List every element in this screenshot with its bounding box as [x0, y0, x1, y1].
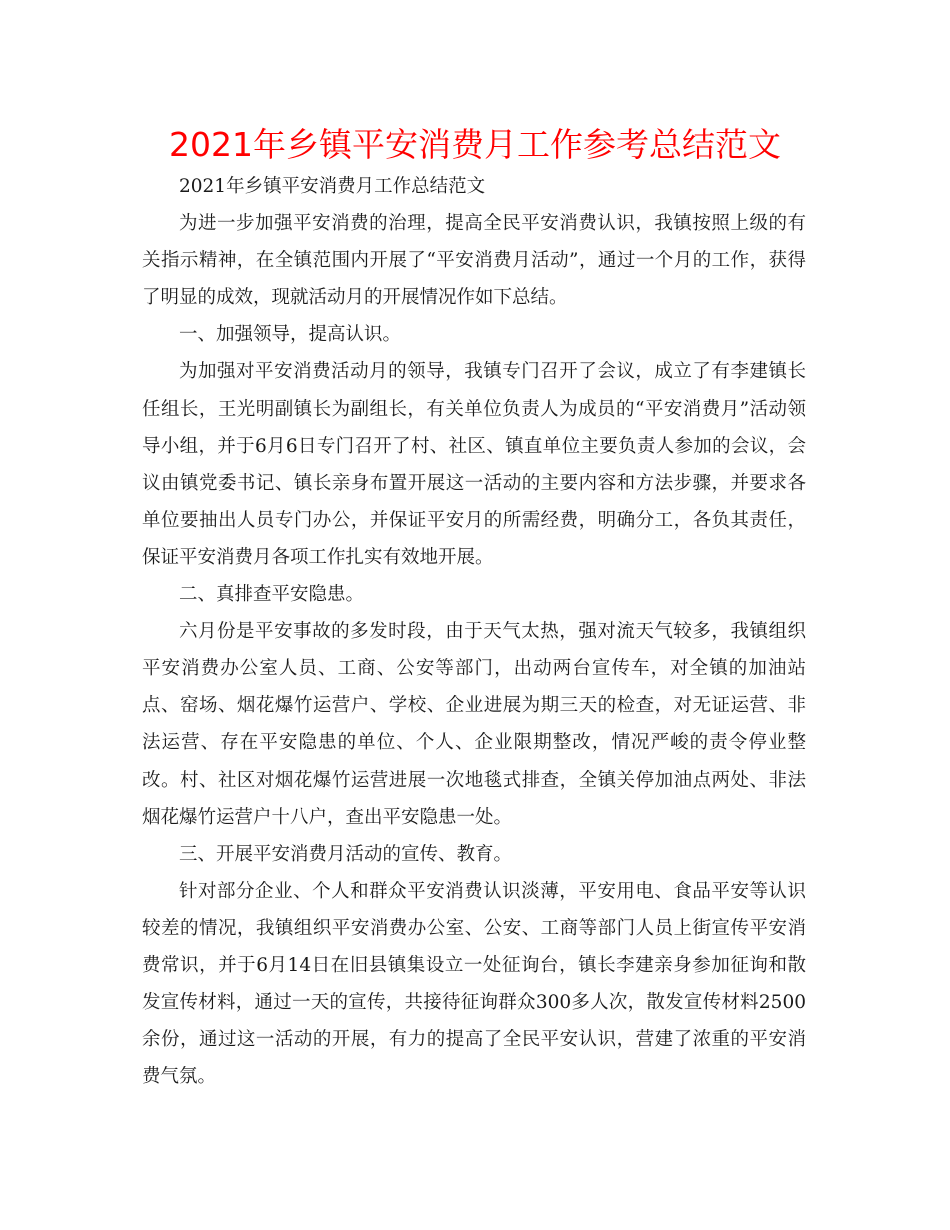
document-title: 2021年乡镇平安消费月工作参考总结范文	[169, 125, 781, 164]
section-heading-2: 二、真排查平安隐患。	[179, 584, 365, 606]
section-paragraph-1: 为加强对平安消费活动月的领导，我镇专门召开了会议，成立了有李建镇长任组长，王光明副镇长为副组长，有关单位负责人为成员的“平安消费月”活动领导小组，并于6月6日专门召开了村、社区、镇直单位主要负责人参加的会议，会议由镇党委书记、镇长亲身布置开展这一活动的主要内容和方法步骤，并要求各单位要抽出人员专门办公，并保证平安月的所需经费，明确分工，各负其责任，保证平安消费月各项工作扎实有效地开展。	[142, 361, 806, 568]
intro-paragraph: 为进一步加强平安消费的治理，提高全民平安消费认识，我镇按照上级的有关指示精神，在全镇范围内开展了“平安消费月活动”，通过一个月的工作，获得了明显的成效，现就活动月的开展情况作如下总结。	[142, 213, 806, 309]
section-paragraph-3: 针对部分企业、个人和群众平安消费认识淡薄，平安用电、食品平安等认识较差的情况，我镇组织平安消费办公室、公安、工商等部门人员上街宣传平安消费常识，并于6月14日在旧县镇集设立一处征询台，镇长李建亲身参加征询和散发宣传材料，通过一天的宣传，共接待征询群众300多人次，散发宣传材料2500余份，通过这一活动的开展，有力的提高了全民平安认识，营建了浓重的平安消费气氛。	[142, 880, 806, 1088]
section-heading-1: 一、加强领导，提高认识。	[179, 324, 402, 346]
section-paragraph-2: 六月份是平安事故的多发时段，由于天气太热，强对流天气较多，我镇组织平安消费办公室人员、工商、公安等部门，出动两台宣传车，对全镇的加油站点、窑场、烟花爆竹运营户、学校、企业进展为期三天的检查，对无证运营、非法运营、存在平安隐患的单位、个人、企业限期整改，情况严峻的责令停业整改。村、社区对烟花爆竹运营进展一次地毯式排查，全镇关停加油点两处、非法烟花爆竹运营户十八户，查出平安隐患一处。	[142, 621, 806, 828]
document-body	[142, 168, 806, 1095]
subtitle-paragraph: 2021年乡镇平安消费月工作总结范文	[179, 176, 486, 197]
section-heading-3: 三、开展平安消费月活动的宣传、教育。	[179, 843, 513, 865]
